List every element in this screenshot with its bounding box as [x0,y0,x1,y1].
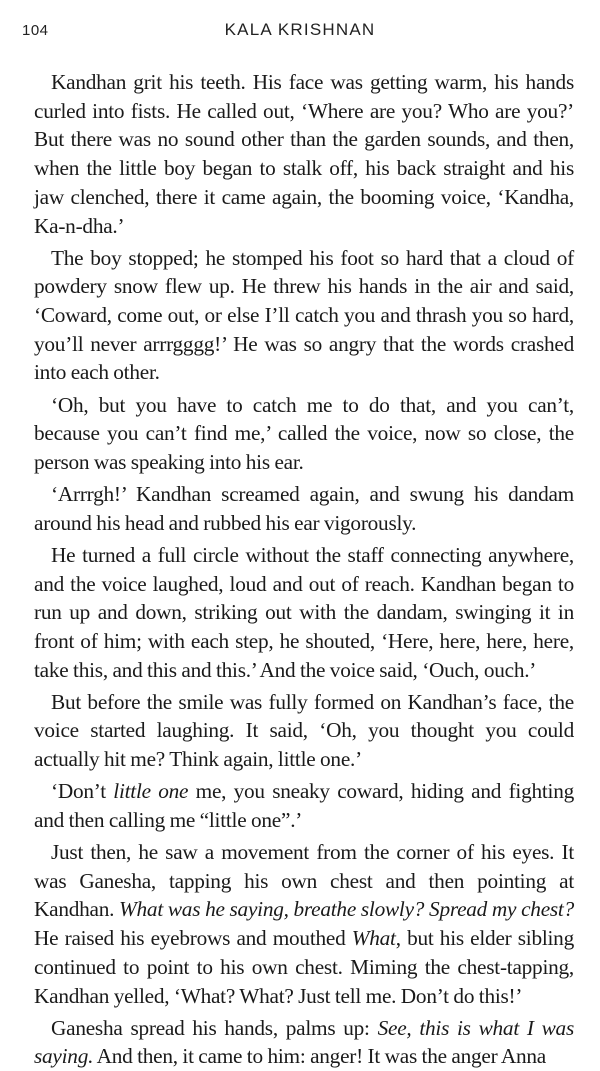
paragraph [34,480,574,537]
paragraph [34,838,574,1010]
text-run: Ganesha spread his hands, palms up: [51,1015,378,1040]
paragraph [34,688,574,774]
text-run: He turned a full circle without the staff connecting anywhere, and the voice laughed, loud and out of reach. Kandhan began to run up and down, striking out with the dandam, swinging it in front of him; with each step, he shouted, ‘Here, here, here, here, take this, and this and this.’ And the voice said, ‘Ouch, ouch.’ [34,542,574,682]
paragraph [34,777,574,834]
text-run: But before the smile was fully formed on Kandhan’s face, the voice started laughing. It said, ‘Oh, you thought you could actually hit me? Think again, little one.’ [34,689,574,772]
text-run: The boy stopped; he stomped his foot so hard that a cloud of powdery snow flew up. He threw his hands in the air and said, ‘Coward, come out, or else I’ll catch you and thrash you so hard, you’ll never arrrgggg!’ He was so angry that the words crashed into each other. [34,245,574,385]
text-run: ‘Don’t [51,779,114,804]
paragraph [34,68,574,240]
page-number: 104 [22,22,49,39]
italic-text: What was he saying, breathe slowly? Spread my chest? [119,897,574,922]
text-run: me, you sneaky coward, hiding and fighting and then calling me “little one”.’ [34,779,575,832]
italic-text: See, this is what I was saying. [34,1015,574,1069]
paragraph [34,541,574,685]
italic-text: What [351,926,396,951]
text-run: Just then, he saw a movement from the corner of his eyes. It was Ganesha, tapping his own chest and then pointing at Kandhan. [34,840,574,922]
text-run: And then, it came to him: anger! It was the anger Anna [93,1044,546,1069]
paragraph [34,1014,574,1071]
page-header [20,20,580,44]
running-head: KALA KRISHNAN [224,20,376,39]
paragraph [34,391,574,477]
body-text [34,68,574,1071]
paragraph [34,244,574,388]
text-run: ‘Oh, but you have to catch me to do that, and you can’t, because you can’t find me,’ called the voice, now so close, the person was speaking into his ear. [34,392,574,474]
text-run: ‘Arrrgh!’ Kandhan screamed again, and swung his dandam around his head and rubbed his ear vigorously. [34,482,574,535]
text-run: Kandhan grit his teeth. His face was getting warm, his hands curled into fists. He called out, ‘Where are you? Who are you?’ But there was no sound other than the garden sounds, and then, when the little boy began to stalk off, his back straight and his jaw clenched, there it came again, the booming voice, ‘Kandha, Ka-n-dha.’ [34,70,574,238]
italic-text: little one [113,779,189,804]
text-run: He raised his eyebrows and mouthed [34,926,352,951]
text-run: , but his elder sibling continued to point to his own chest. Miming the chest-tapping, Kandhan yelled, ‘What? What? Just tell me. Don’t do this!’ [34,926,574,1008]
